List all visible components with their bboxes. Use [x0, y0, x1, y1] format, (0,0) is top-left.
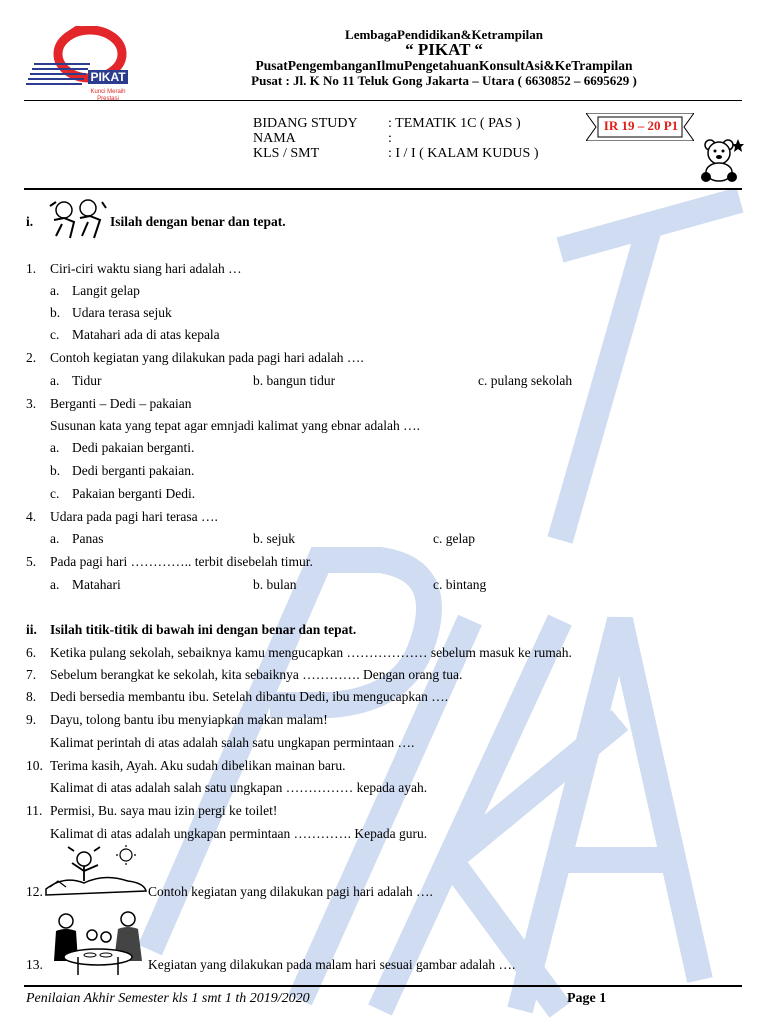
page-number: Page 1 — [567, 991, 607, 1006]
exam-code: IR 19 – 20 P1 — [603, 118, 679, 133]
option-text: Panas — [72, 531, 104, 546]
question-text: Contoh kegiatan yang dilakukan pagi hari adalah …. — [148, 884, 433, 899]
option-letter: a. — [50, 440, 60, 455]
children-clipart-icon — [46, 198, 108, 240]
option-text: c. bintang — [433, 577, 487, 592]
option-letter: a. — [50, 283, 60, 298]
family-dinner-illustration — [48, 905, 146, 977]
option-text: Matahari — [72, 577, 121, 592]
name-label: NAMA — [253, 131, 296, 146]
header-divider — [24, 100, 742, 101]
institution-name: LembagaPendidikan&Ketrampilan — [345, 27, 543, 42]
question-text: Berganti – Dedi – pakaian — [50, 396, 192, 411]
option-text: Udara terasa sejuk — [72, 305, 172, 320]
option-text: Matahari ada di atas kepala — [72, 327, 220, 342]
section-i-instruction: Isilah dengan benar dan tepat. — [110, 214, 286, 229]
question-number: 8. — [26, 689, 37, 704]
question-number: 4. — [26, 509, 37, 524]
question-number: 1. — [26, 261, 37, 276]
option-letter: a. — [50, 577, 60, 592]
option-text: c. gelap — [433, 531, 475, 546]
question-text: Ciri-ciri waktu siang hari adalah … — [50, 261, 242, 276]
question-text: Sebelum berangkat ke sekolah, kita sebaiknya …………. Dengan orang tua. — [50, 667, 463, 682]
question-text: Permisi, Bu. saya mau izin pergi ke toilet! — [50, 803, 278, 818]
option-text: Dedi berganti pakaian. — [72, 463, 195, 478]
brand-title: “ PIKAT “ — [405, 40, 483, 59]
option-text: Pakaian berganti Dedi. — [72, 486, 196, 501]
option-text: b. bulan — [253, 577, 297, 592]
option-letter: b. — [50, 305, 61, 320]
question-text: Terima kasih, Ayah. Aku sudah dibelikan mainan baru. — [50, 758, 346, 773]
subject-value: : TEMATIK 1C ( PAS ) — [388, 116, 521, 131]
option-letter: a. — [50, 373, 60, 388]
question-text: Dayu, tolong bantu ibu menyiapkan makan malam! — [50, 712, 328, 727]
section-i-number: i. — [26, 214, 34, 229]
subject-label: BIDANG STUDY — [253, 116, 358, 131]
question-text: Kegiatan yang dilakukan pada malam hari sesuai gambar adalah …. — [148, 957, 516, 972]
question-subtext: Kalimat perintah di atas adalah salah satu ungkapan permintaan …. — [50, 735, 415, 750]
question-text: Udara pada pagi hari terasa …. — [50, 509, 218, 524]
option-text: Tidur — [72, 373, 102, 388]
question-number: 13. — [26, 957, 43, 972]
question-subtext: Kalimat di atas adalah salah satu ungkapan …………… kepada ayah. — [50, 780, 428, 795]
option-letter: c. — [50, 486, 60, 501]
option-text: Dedi pakaian berganti. — [72, 440, 195, 455]
option-text: b. sejuk — [253, 531, 295, 546]
teddy-bear-icon — [694, 137, 744, 183]
question-number: 9. — [26, 712, 37, 727]
question-number: 3. — [26, 396, 37, 411]
question-subtext: Susunan kata yang tepat agar emnjadi kalimat yang ebnar adalah …. — [50, 418, 420, 433]
class-label: KLS / SMT — [253, 146, 320, 161]
svg-text:PIKAT: PIKAT — [90, 70, 126, 84]
question-text: Ketika pulang sekolah, sebaiknya kamu mengucapkan ……………… sebelum masuk ke rumah. — [50, 645, 572, 660]
option-letter: b. — [50, 463, 61, 478]
question-text: Pada pagi hari ………….. terbit disebelah timur. — [50, 554, 313, 569]
question-number: 2. — [26, 350, 37, 365]
option-text: b. bangun tidur — [253, 373, 336, 388]
section-ii-instruction: Isilah titik-titik di bawah ini dengan benar dan tepat. — [50, 622, 357, 637]
address: Pusat : Jl. K No 11 Teluk Gong Jakarta – Utara ( 6630852 – 6695629 ) — [251, 73, 637, 88]
footer-divider — [24, 985, 742, 987]
option-text: Langit gelap — [72, 283, 140, 298]
question-subtext: Kalimat di atas adalah ungkapan permintaan …………. Kepada guru. — [50, 826, 428, 841]
question-text: Contoh kegiatan yang dilakukan pada pagi hari adalah …. — [50, 350, 364, 365]
svg-text:Prestasi: Prestasi — [97, 96, 119, 102]
question-number: 11. — [26, 803, 43, 818]
option-letter: a. — [50, 531, 60, 546]
class-value: : I / I ( KALAM KUDUS ) — [388, 146, 539, 161]
question-number: 6. — [26, 645, 37, 660]
center-name: PusatPengembanganIlmuPengetahuanKonsultAsi&KeTrampilan — [255, 58, 633, 73]
footer-text: Penilaian Akhir Semester kls 1 smt 1 th 2019/2020 — [26, 991, 310, 1006]
question-number: 7. — [26, 667, 37, 682]
option-text: c. pulang sekolah — [478, 373, 573, 388]
option-letter: c. — [50, 327, 60, 342]
question-number: 10. — [26, 758, 43, 773]
svg-text:Kunci Meraih: Kunci Meraih — [90, 89, 126, 95]
child-waking-up-illustration — [44, 845, 148, 897]
info-divider — [24, 188, 742, 190]
section-ii-number: ii. — [26, 622, 37, 637]
question-text: Dedi bersedia membantu ibu. Setelah dibantu Dedi, ibu mengucapkan …. — [50, 689, 449, 704]
question-number: 5. — [26, 554, 37, 569]
name-value: : — [388, 131, 392, 146]
question-number: 12. — [26, 884, 43, 899]
